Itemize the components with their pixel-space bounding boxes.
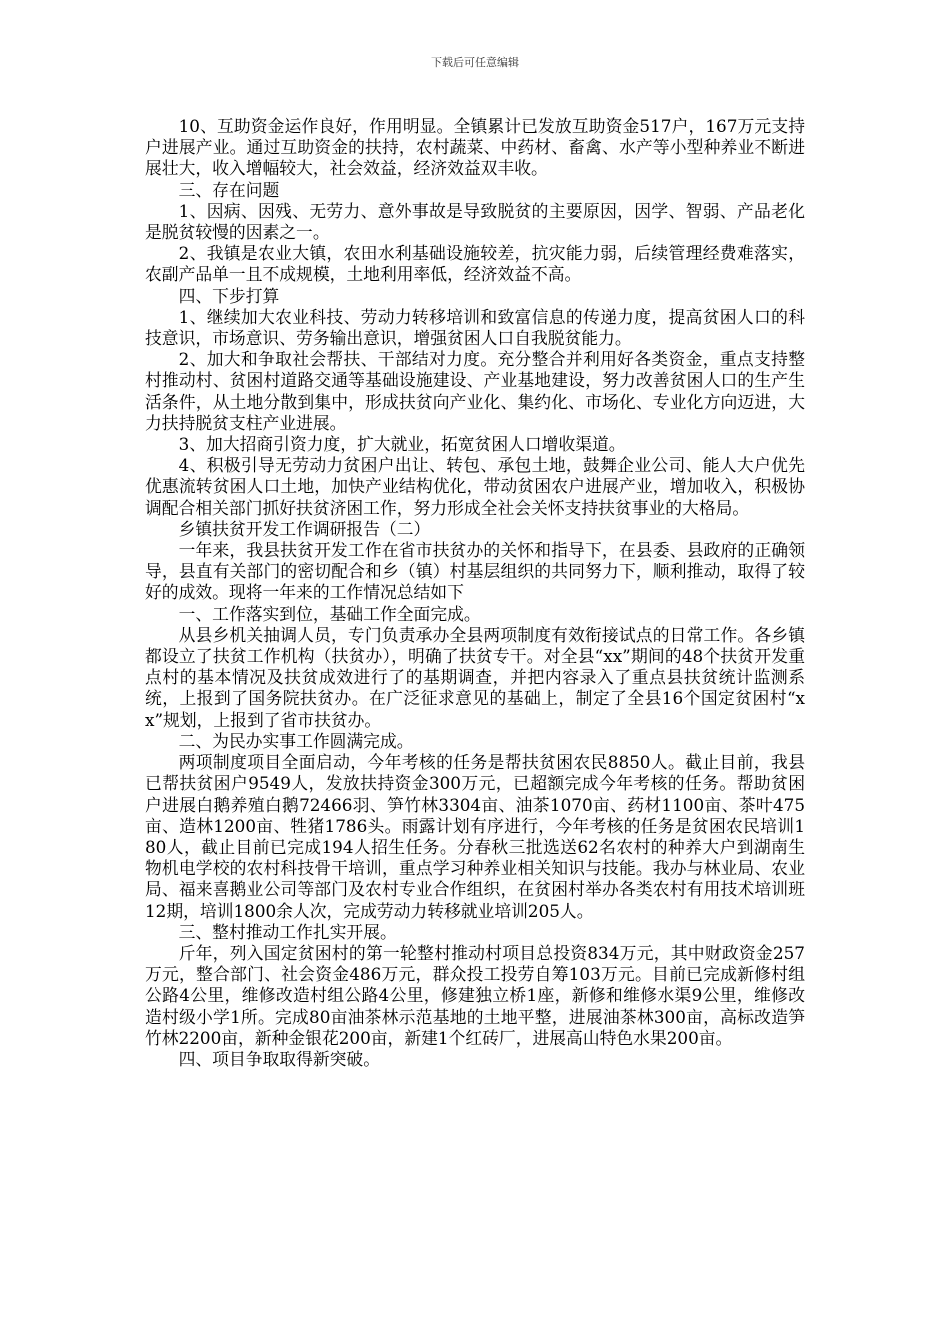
heading-existing-problems: 三、存在问题 <box>178 179 280 200</box>
paragraph-plan-3: 3、加大招商引资力度，扩大就业，拓宽贫困人口增收渠道。 <box>178 434 626 455</box>
paragraph-section-3: 斤年，列入国定贫困村的第一轮整村推动村项目总投资834万元，其中财政资金257万元，整合部门、社会资金486万元，群众投工投劳自筹103万元。目前已完成新修村组公路4公里，维修改造村组公路4公里，修建独立桥1座，新修和维修水渠9公里，维修改造村级小学1所。完成80亩油茶林示范基地的土地平整，进展油茶林300亩，高标改造笋竹林2200亩，新种金银花200亩，新建1个红砖厂，进展高山特色水果200亩。 <box>145 942 805 1048</box>
heading-section-4: 四、项目争取取得新突破。 <box>178 1048 380 1069</box>
paragraph-section-1: 从县乡机关抽调人员，专门负责承办全县两项制度有效衔接试点的日常工作。各乡镇都设立了扶贫工作机构（扶贫办），明确了扶贫专干。对全县“xx”期间的48个扶贫开发重点村的基本情况及扶贫成效进行了的基期调查，并把内容录入了重点县扶贫统计监测系统，上报到了国务院扶贫办。在广泛征求意见的基础上，制定了全县16个国定贫困村“xx”规划，上报到了省市扶贫办。 <box>145 624 805 730</box>
document-body <box>145 116 805 1070</box>
paragraph-plan-2: 2、加大和争取社会帮扶、干部结对力度。充分整合并利用好各类资金，重点支持整村推动村、贫困村道路交通等基础设施建设、产业基地建设，努力改善贫困人口的生产生活条件，从土地分散到集中，形成扶贫向产业化、集约化、市场化、专业化方向迈进，大力扶持脱贫支柱产业进展。 <box>145 349 805 433</box>
report-title-part-two: 乡镇扶贫开发工作调研报告（二） <box>178 518 431 539</box>
paragraph-section-2: 两项制度项目全面启动，今年考核的任务是帮扶贫困农民8850人。截止目前，我县已帮扶贫困户9549人，发放扶持资金300万元，已超额完成今年考核的任务。帮助贫困户进展白鹅养殖白鹅72466羽、笋竹林3304亩、油茶1070亩、药材1100亩、茶叶475亩、造林1200亩、牲猪1786头。雨露计划有序进行，今年考核的任务是贫困农民培训180人，截止目前已完成194人招生任务。分春秋三批选送62名农村的种养大户到湖南生物机电学校的农村科技骨干培训，重点学习种养业相关知识与技能。我办与林业局、农业局、福来喜鹅业公司等部门及农村专业合作组织，在贫困村举办各类农村有用技术培训班12期，培训1800余人次，完成劳动力转移就业培训205人。 <box>145 752 805 921</box>
heading-section-3: 三、整村推动工作扎实开展。 <box>178 921 397 942</box>
paragraph-plan-1: 1、继续加大农业科技、劳动力转移培训和致富信息的传递力度，提高贫困人口的科技意识，市场意识、劳务输出意识，增强贫困人口自我脱贫能力。 <box>145 306 805 349</box>
heading-next-steps: 四、下步打算 <box>178 285 280 306</box>
paragraph-mutual-aid-funds: 10、互助资金运作良好，作用明显。全镇累计已发放互助资金517户，167万元支持户进展产业。通过互助资金的扶持，农村蔬菜、中药材、畜禽、水产等小型种养业不断进展壮大，收入增幅较大，社会效益，经济效益双丰收。 <box>145 116 805 179</box>
heading-section-2: 二、为民办实事工作圆满完成。 <box>178 730 414 751</box>
heading-section-1: 一、工作落实到位，基础工作全面完成。 <box>178 603 481 624</box>
paragraph-intro: 一年来，我县扶贫开发工作在省市扶贫办的关怀和指导下，在县委、县政府的正确领导，县直有关部门的密切配合和乡（镇）村基层组织的共同努力下，顺利推动，取得了较好的成效。现将一年来的工作情况总结如下 <box>145 540 805 603</box>
page-header: 下载后可任意编辑 <box>431 56 519 69</box>
paragraph-problem-2: 2、我镇是农业大镇，农田水利基础设施较差，抗灾能力弱，后续管理经费难落实，农副产品单一且不成规模，土地利用率低，经济效益不高。 <box>145 243 805 285</box>
paragraph-problem-1: 1、因病、因残、无劳力、意外事故是导致脱贫的主要原因，因学、智弱、产品老化是脱贫较慢的因素之一。 <box>145 200 805 243</box>
paragraph-plan-4: 4、积极引导无劳动力贫困户出让、转包、承包土地，鼓舞企业公司、能人大户优先优惠流转贫困人口土地，加快产业结构优化，带动贫困农户进展产业，增加收入，积极协调配合相关部门抓好扶贫济困工作，努力形成全社会关怀支持扶贫事业的大格局。 <box>145 455 805 518</box>
